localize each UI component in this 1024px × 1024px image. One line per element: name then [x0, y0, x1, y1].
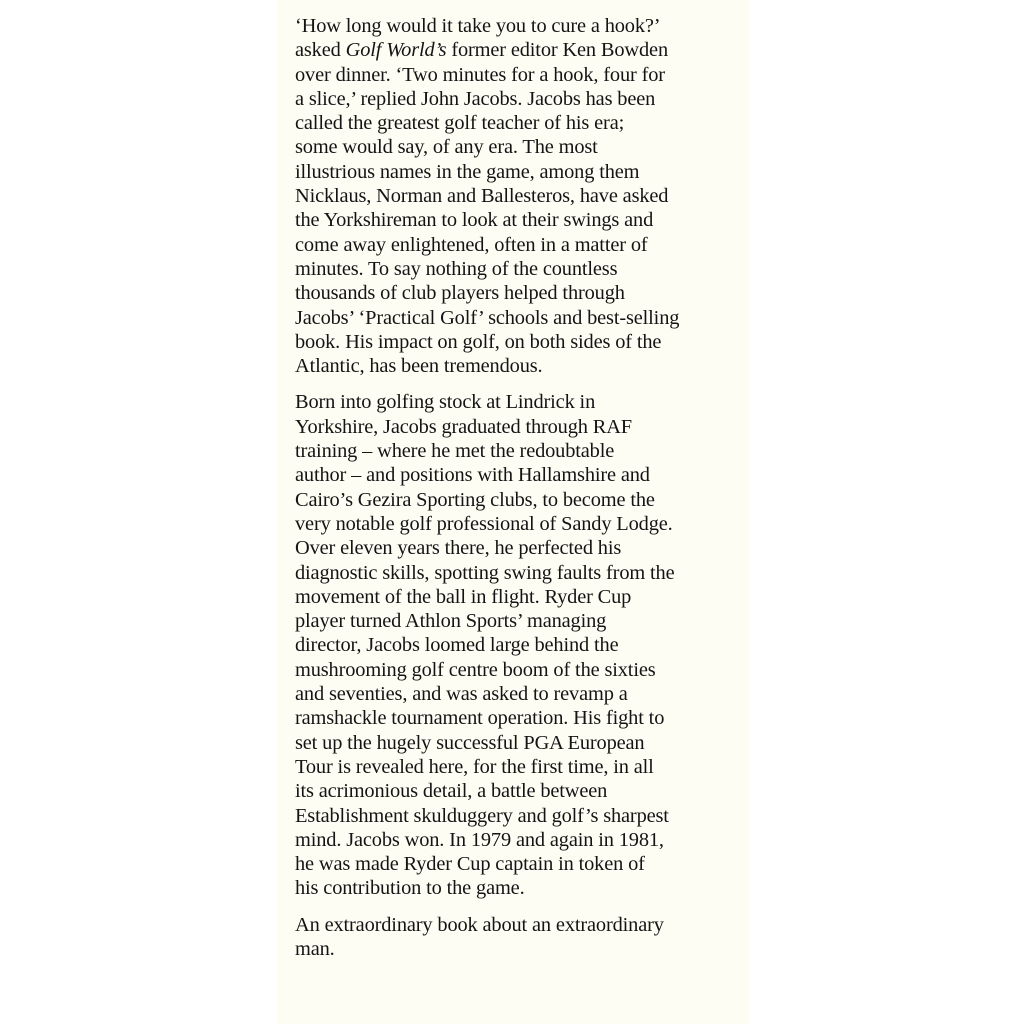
text-line: ‘How long would it take you to cure a hook?’: [295, 15, 661, 37]
text-line: thousands of club players helped through: [295, 282, 625, 305]
blurb-paragraph: [295, 14, 755, 378]
text-line: movement of the ball in flight. Ryder Cup: [295, 585, 632, 608]
text-line: minutes. To say nothing of the countless: [295, 257, 618, 280]
text-line: and seventies, and was asked to revamp a: [295, 683, 628, 706]
text-line: Yorkshire, Jacobs graduated through RAF: [295, 415, 632, 438]
text-line: come away enlightened, often in a matter of: [295, 233, 648, 256]
text-line: a slice,’ replied John Jacobs. Jacobs has been: [295, 87, 656, 110]
text-line: the Yorkshireman to look at their swings and: [295, 209, 654, 232]
text-line: asked Golf World’s former editor Ken Bowden: [295, 39, 668, 62]
text-line: some would say, of any era. The most: [295, 136, 598, 159]
text-line: he was made Ryder Cup captain in token of: [295, 853, 645, 876]
text-line: set up the hugely successful PGA European: [295, 731, 645, 754]
text-line: An extraordinary book about an extraordinary: [295, 913, 664, 936]
text-line: director, Jacobs loomed large behind the: [295, 634, 619, 657]
text-line: book. His impact on golf, on both sides of the: [295, 330, 662, 353]
text-line: very notable golf professional of Sandy Lodge.: [295, 512, 673, 535]
text-line: Nicklaus, Norman and Ballesteros, have asked: [295, 185, 669, 208]
text-line: mind. Jacobs won. In 1979 and again in 1981,: [295, 828, 664, 851]
text-line: over dinner. ‘Two minutes for a hook, four for: [295, 63, 665, 86]
text-line: Atlantic, has been tremendous.: [295, 355, 543, 378]
italic-title: Golf World’s: [345, 39, 447, 62]
text-line: ramshackle tournament operation. His fight to: [295, 707, 665, 730]
text-line: diagnostic skills, spotting swing faults from the: [295, 561, 675, 584]
text-line: Tour is revealed here, for the first time, in all: [295, 755, 654, 778]
blurb-paragraph: [295, 913, 755, 962]
text-line: player turned Athlon Sports’ managing: [295, 610, 607, 633]
text-line: Born into golfing stock at Lindrick in: [295, 391, 596, 414]
text-line: illustrious names in the game, among them: [295, 160, 640, 183]
text-line: Over eleven years there, he perfected his: [295, 537, 622, 560]
blurb-paragraph: [295, 390, 755, 900]
text-line: its acrimonious detail, a battle between: [295, 780, 608, 803]
jacket-blurb: [295, 14, 755, 973]
text-line: Establishment skulduggery and golf’s sharpest: [295, 804, 669, 827]
text-line: Jacobs’ ‘Practical Golf’ schools and best-selling: [295, 306, 680, 329]
text-line: training – where he met the redoubtable: [295, 440, 615, 463]
text-line: his contribution to the game.: [295, 877, 525, 900]
text-line: author – and positions with Hallamshire and: [295, 464, 650, 487]
text-line: mushrooming golf centre boom of the sixties: [295, 658, 656, 681]
text-line: called the greatest golf teacher of his era;: [295, 112, 625, 135]
text-line: Cairo’s Gezira Sporting clubs, to become the: [295, 488, 655, 511]
text-line: man.: [295, 937, 335, 960]
